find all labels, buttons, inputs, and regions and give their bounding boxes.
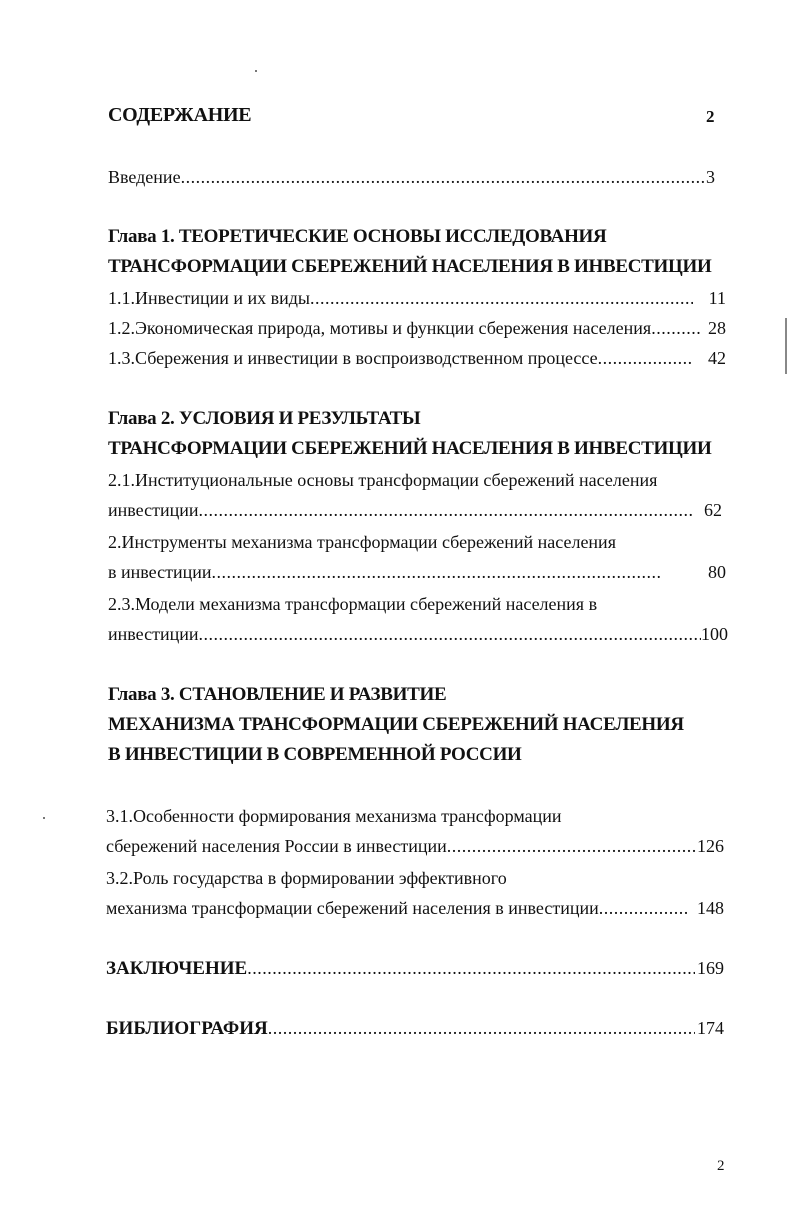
toc-leader-dots bbox=[198, 500, 694, 521]
footer-page-number: 2 bbox=[717, 1158, 725, 1174]
toc-entry-2-2-line1: 2.Инструменты механизма трансформации сбережений населения bbox=[108, 532, 616, 552]
chapter-3-title-line2: МЕХАНИЗМА ТРАНСФОРМАЦИИ СБЕРЕЖЕНИЙ НАСЕЛЕНИЯ bbox=[108, 714, 684, 735]
toc-leader-dots bbox=[247, 958, 695, 979]
toc-leader-dots bbox=[599, 898, 687, 919]
toc-entry-page: 80 bbox=[708, 562, 726, 582]
toc-entry-label: 1.1.Инвестиции и их виды bbox=[108, 288, 310, 308]
toc-entry-label: сбережений населения России в инвестиции bbox=[106, 836, 447, 856]
toc-entry-2-2[interactable] bbox=[108, 562, 726, 583]
header-page-number: 2 bbox=[706, 107, 715, 126]
chapter-2-title-line2: ТРАНСФОРМАЦИИ СБЕРЕЖЕНИЙ НАСЕЛЕНИЯ В ИНВЕСТИЦИИ bbox=[108, 438, 712, 459]
toc-entry-1-2[interactable] bbox=[108, 318, 726, 339]
toc-entry-page: 28 bbox=[708, 318, 726, 338]
toc-entry-page: 126 bbox=[697, 836, 724, 856]
toc-entry-2-3-line1: 2.3.Модели механизма трансформации сбережений населения в bbox=[108, 594, 598, 614]
toc-entry-label: инвестиции bbox=[108, 624, 199, 644]
toc-entry-label: 1.2.Экономическая природа, мотивы и функции сбережения населения bbox=[108, 318, 652, 338]
toc-entry-label: в инвестиции bbox=[108, 562, 212, 582]
scan-speck bbox=[43, 817, 45, 819]
scan-edge-mark bbox=[785, 318, 787, 374]
toc-entry-3-2[interactable] bbox=[106, 898, 724, 919]
chapter-1-title-line2: ТРАНСФОРМАЦИИ СБЕРЕЖЕНИЙ НАСЕЛЕНИЯ В ИНВЕСТИЦИИ bbox=[108, 256, 712, 277]
chapter-1-title-line1: Глава 1. ТЕОРЕТИЧЕСКИЕ ОСНОВЫ ИССЛЕДОВАНИЯ bbox=[108, 226, 607, 247]
toc-entry-label: инвестиции bbox=[108, 500, 199, 520]
toc-entry-page: 3 bbox=[706, 167, 715, 187]
toc-leader-dots bbox=[211, 562, 662, 583]
toc-leader-dots bbox=[651, 318, 702, 339]
toc-entry-1-1[interactable] bbox=[108, 288, 726, 309]
toc-entry-3-1[interactable] bbox=[106, 836, 724, 857]
toc-entry-2-1-line1: 2.1.Институциональные основы трансформации сбережений населения bbox=[108, 470, 658, 490]
toc-leader-dots bbox=[447, 836, 697, 857]
toc-entry-label: Введение bbox=[108, 167, 181, 187]
scan-speck bbox=[255, 70, 257, 72]
toc-entry-3-1-line1: 3.1.Особенности формирования механизма трансформации bbox=[106, 806, 562, 826]
toc-entry-3-2-line1: 3.2.Роль государства в формировании эффективного bbox=[106, 868, 507, 888]
chapter-3-title-line1: Глава 3. СТАНОВЛЕНИЕ И РАЗВИТИЕ bbox=[108, 684, 447, 705]
toc-entry-2-1[interactable] bbox=[108, 500, 722, 521]
toc-entry-label: механизма трансформации сбережений населения в инвестиции bbox=[106, 898, 599, 918]
toc-entry-page: 148 bbox=[697, 898, 724, 918]
toc-leader-dots bbox=[181, 167, 704, 188]
toc-entry-1-3[interactable] bbox=[108, 348, 726, 369]
toc-entry-page: 11 bbox=[708, 288, 726, 308]
toc-entry-bibliography[interactable] bbox=[106, 1018, 724, 1040]
toc-leader-dots bbox=[598, 348, 692, 369]
chapter-3-title-line3: В ИНВЕСТИЦИИ В СОВРЕМЕННОЙ РОССИИ bbox=[108, 744, 522, 765]
toc-entry-conclusion[interactable] bbox=[106, 958, 724, 980]
toc-leader-dots bbox=[268, 1018, 695, 1039]
toc-entry-page: 169 bbox=[697, 958, 724, 978]
page-title: СОДЕРЖАНИЕ bbox=[108, 104, 252, 126]
toc-leader-dots bbox=[198, 624, 701, 645]
toc-entry-2-3[interactable] bbox=[108, 624, 728, 645]
toc-leader-dots bbox=[310, 288, 693, 309]
toc-entry-label: ЗАКЛЮЧЕНИЕ bbox=[106, 958, 248, 979]
toc-entry-page: 174 bbox=[697, 1018, 724, 1038]
toc-entry-label: 1.3.Сбережения и инвестиции в воспроизводственном процессе bbox=[108, 348, 598, 368]
chapter-2-title-line1: Глава 2. УСЛОВИЯ И РЕЗУЛЬТАТЫ bbox=[108, 408, 421, 429]
toc-entry-page: 100 bbox=[701, 624, 728, 644]
toc-entry-page: 62 bbox=[704, 500, 722, 520]
toc-entry-label: БИБЛИОГРАФИЯ bbox=[106, 1018, 268, 1039]
toc-entry-page: 42 bbox=[708, 348, 726, 368]
toc-entry-intro[interactable] bbox=[108, 167, 715, 188]
